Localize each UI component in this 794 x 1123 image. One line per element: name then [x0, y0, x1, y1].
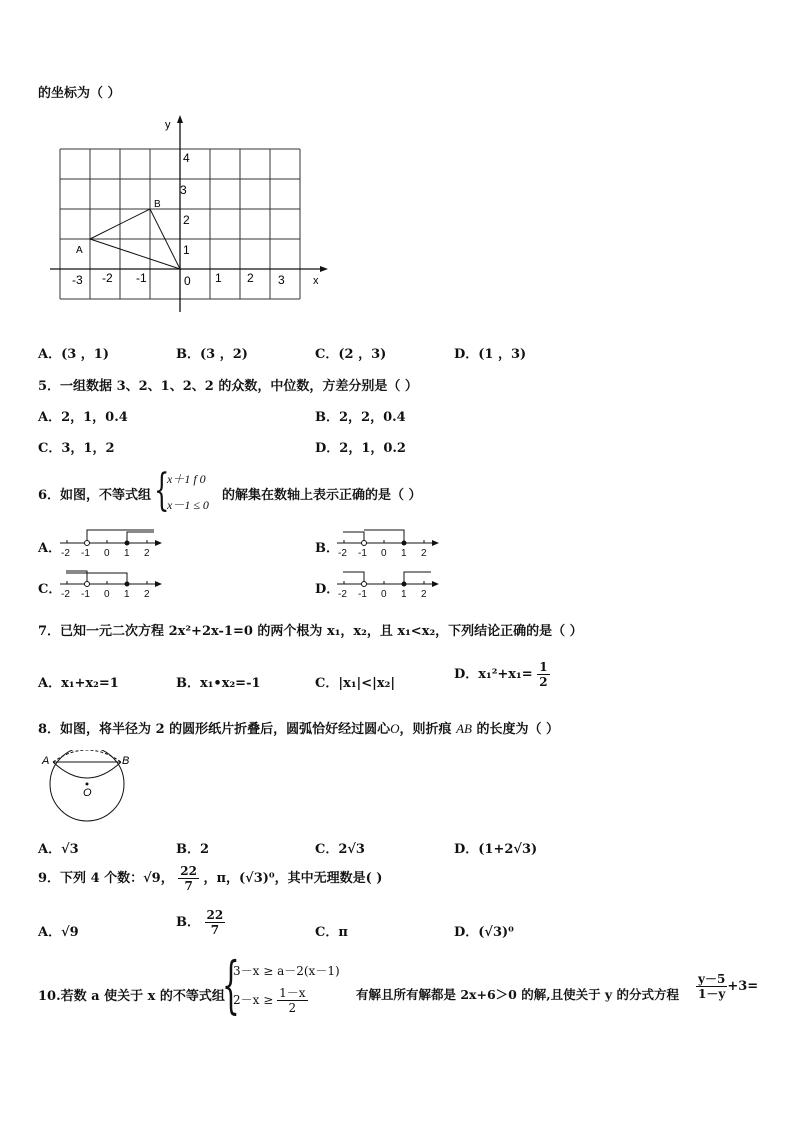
svg-text:2: 2 [421, 548, 427, 559]
q7-option-b[interactable]: B．x₁•x₂=-1 [176, 676, 261, 691]
q8-stem: 8．如图，将半径为 2 的圆形纸片折叠后，圆弧恰好经过圆心O，则折痕 AB 的长度为（ ） [38, 721, 560, 737]
q8-option-a[interactable]: A．√3 [38, 842, 79, 857]
svg-text:-2: -2 [338, 548, 347, 559]
svg-text:0: 0 [104, 589, 110, 600]
svg-text:B: B [122, 755, 130, 767]
svg-text:-1: -1 [81, 548, 90, 559]
svg-text:0: 0 [381, 548, 387, 559]
q7-option-c[interactable]: C．|x₁|<|x₂| [315, 676, 396, 691]
q8-option-c[interactable]: C．2√3 [315, 842, 365, 857]
point-A-label: A [76, 245, 83, 256]
y-tick: 3 [180, 183, 187, 197]
q9-option-b[interactable]: B． $\frac{22}{7}$ [176, 908, 224, 937]
q7-option-d[interactable]: D．x₁²+x₁= $\frac{1}{2}$ [454, 660, 548, 689]
q9-option-d[interactable]: D．(√3)⁰ [454, 925, 514, 940]
q6-option-a-label[interactable]: A． [38, 541, 62, 556]
svg-text:1: 1 [401, 589, 407, 600]
svg-text:2: 2 [144, 589, 150, 600]
q5-option-a[interactable]: A．2，1，0.4 [38, 410, 128, 425]
q5-option-d[interactable]: D．2，1，0.2 [315, 441, 406, 456]
q10-fraction: $\frac{y-5}{1-y}$ +3= [698, 972, 759, 1001]
x-tick: -3 [72, 273, 83, 287]
q9-option-a[interactable]: A．√9 [38, 925, 79, 940]
q9-stem: 9．下列 4 个数：√9， $\frac{22}{7}$ ，π，(√3)⁰，其中无理数是( ) [38, 864, 383, 893]
q6-stem-pre: 6．如图，不等式组 [38, 488, 152, 503]
svg-text:1: 1 [401, 548, 407, 559]
q6-option-d-label[interactable]: D． [315, 582, 340, 597]
q6-numberline-a[interactable] [58, 526, 164, 560]
svg-text:-2: -2 [338, 589, 347, 600]
q6-numberline-b[interactable] [335, 526, 441, 560]
q10-brace: { [222, 948, 240, 1021]
q6-stem-post: 的解集在数轴上表示正确的是（ ） [222, 488, 422, 503]
q10-stem-mid: 有解且所有解都是 2x+6＞0 的解,且使关于 y 的分式方程 [356, 987, 680, 1002]
svg-text:2: 2 [144, 548, 150, 559]
svg-text:0: 0 [381, 589, 387, 600]
y-tick: 2 [183, 213, 190, 227]
q9-option-c[interactable]: C．π [315, 925, 348, 940]
y-tick: 1 [183, 243, 190, 257]
q4-option-b[interactable]: B．(3 ，2) [176, 347, 248, 362]
svg-text:-1: -1 [358, 548, 367, 559]
x-tick: 1 [215, 271, 222, 285]
q7-stem: 7．已知一元二次方程 2x²+2x-1=0 的两个根为 x₁，x₂，且 x₁<x₂，下列结论正确的是（ ） [38, 624, 583, 639]
q10-ineq2: 2－x ≥ $\frac{1-x}{2}$ [233, 986, 306, 1015]
q4-option-d[interactable]: D．(1 ，3) [454, 347, 527, 362]
q6-option-b-label[interactable]: B． [315, 541, 339, 556]
q8-option-d[interactable]: D．(1+2√3) [454, 842, 538, 857]
x-axis-label: x [313, 275, 319, 287]
x-tick: 0 [184, 274, 191, 288]
svg-text:1: 1 [124, 589, 130, 600]
q6-numberline-c[interactable] [58, 567, 164, 601]
q5-option-b[interactable]: B．2，2，0.4 [315, 410, 406, 425]
y-tick: 4 [183, 151, 190, 165]
svg-text:-1: -1 [81, 589, 90, 600]
x-tick: -1 [136, 271, 147, 285]
q6-numberline-d[interactable] [335, 567, 441, 601]
x-tick: 3 [278, 273, 285, 287]
point-B-label: B [154, 199, 161, 210]
y-axis-label: y [165, 119, 171, 131]
q8-option-b[interactable]: B．2 [176, 842, 210, 857]
q4-stem: 的坐标为（ ） [38, 86, 121, 101]
q6-ineq2: x－1 ≤ 0 [167, 498, 209, 512]
q6-brace: { [154, 465, 170, 516]
svg-text:A: A [42, 755, 50, 767]
q5-stem: 5．一组数据 3、2、1、2、2 的众数，中位数，方差分别是（ ） [38, 379, 418, 394]
q7-option-a[interactable]: A．x₁+x₂=1 [38, 676, 119, 691]
q6-option-c-label[interactable]: C． [38, 582, 62, 597]
q4-coordinate-graph [45, 112, 345, 322]
svg-text:0: 0 [104, 548, 110, 559]
svg-text:-1: -1 [358, 589, 367, 600]
q8-circle-figure [38, 750, 138, 822]
svg-text:2: 2 [421, 589, 427, 600]
q5-option-c[interactable]: C．3，1，2 [38, 441, 115, 456]
svg-text:1: 1 [124, 548, 130, 559]
q10-ineq1: 3－x ≥ a－2(x－1) [233, 964, 340, 978]
q4-option-a[interactable]: A．(3 ，1) [38, 347, 110, 362]
q10-stem-pre: 10.若数 a 使关于 x 的不等式组 [38, 989, 225, 1004]
svg-text:-2: -2 [61, 589, 70, 600]
svg-text:O: O [83, 787, 92, 799]
svg-text:-2: -2 [61, 548, 70, 559]
q6-ineq1: x＋1 f 0 [167, 472, 206, 486]
q4-option-c[interactable]: C．(2 ，3) [315, 347, 387, 362]
x-tick: 2 [247, 271, 254, 285]
x-tick: -2 [102, 271, 113, 285]
